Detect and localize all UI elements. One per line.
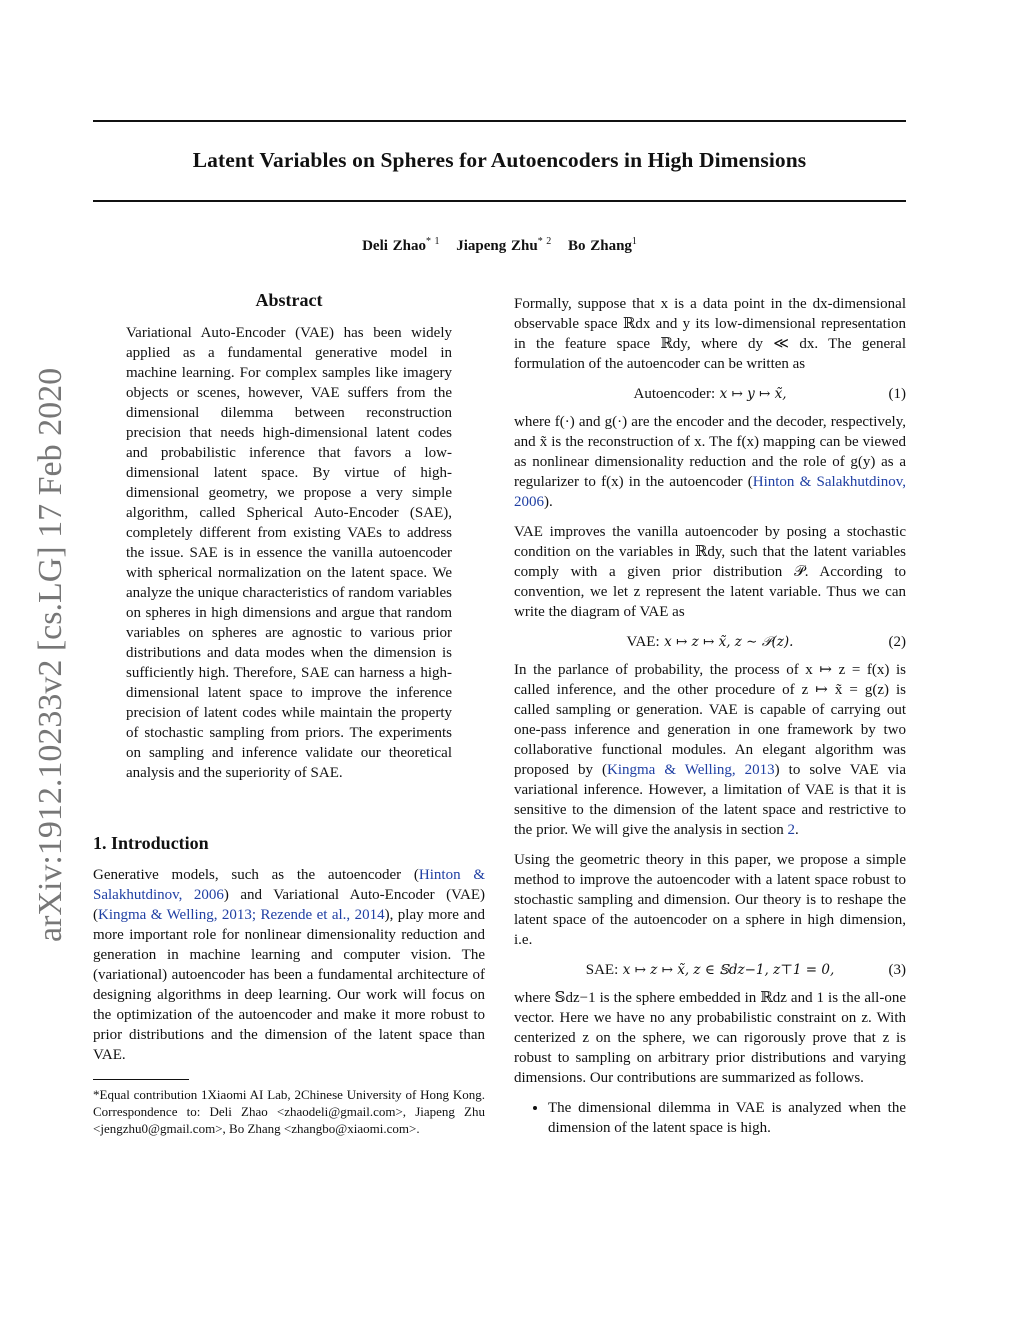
citation-link[interactable]: Hinton & Salakhutdinov, 2006 — [93, 867, 485, 903]
citation-link[interactable]: Kingma & Welling, 2013; Rezende et al., 2014 — [98, 907, 385, 923]
author-list — [93, 236, 906, 255]
arxiv-stamp: arXiv:1912.10233v2 [cs.LG] 17 Feb 2020 — [32, 367, 69, 942]
footnote-divider — [93, 1079, 189, 1080]
author: Jiapeng Zhu$^{* 2}$ — [456, 236, 552, 254]
paragraph: VAE improves the vanilla autoencoder by posing a stochastic condition on the variables in ℝdy, such that the latent variables comply with a given prior distribution 𝒫. According to convention, we let z represent the latent variable. Thus we can write the diagram of VAE as — [514, 524, 906, 620]
paragraph: where 𝕊dz−1 is the sphere embedded in ℝdz and 1 is the all-one vector. Here we have no any probabilistic constraint on z. With centerized z on the sphere, we can rigorously prove that z is robust to sampling on arbitrary prior distributions and varying dimensions. Our contributions are summarized as follows. — [514, 990, 906, 1086]
paragraph: Using the geometric theory in this paper, we propose a simple method to improve the autoencoder with a latent space robust to stochastic sampling and dimension. Our theory is to reshape the latent space of the autoencoder on a sphere in high dimension, i.e. — [514, 852, 906, 948]
right-column — [514, 294, 906, 1138]
equation-1: Autoencoder: x ↦ y ↦ x̃, (1) — [633, 386, 906, 402]
paper-title: Latent Variables on Spheres for Autoencoders in High Dimensions — [192, 148, 807, 172]
equation-3: SAE: x ↦ z ↦ x̃, z ∈ 𝕊dz−1, z⊤1 = 0, (3) — [585, 962, 906, 978]
footnote: *Equal contribution 1Xiaomi AI Lab, 2Chinese University of Hong Kong. Correspondence to: Deli Zhao <zhaodeli@gmail.com>, Jiapeng Zhu <jengzhu0@gmail.com>, Bo Zhang <zhangbo@xiaomi.com>. — [93, 1087, 485, 1136]
intro-paragraph: Generative models, such as the autoencoder (Hinton & Salakhutdinov, 2006) and Variational Auto-Encoder (VAE) (Kingma & Welling, 2013; Rezende et al., 2014), play more and more important role for nonlinear dimensionality reduction and generation in machine learning and computer vision. The (variational) autoencoder has been a fundamental architecture of designing algorithms in deep learning. Our work will focus on the optimization of the autoencoder and make it more robust to prior distributions and the dimension of the latent space than VAE. — [93, 867, 485, 1063]
abstract-heading: Abstract — [255, 290, 323, 310]
author: Deli Zhao$^{* 1}$ — [362, 236, 440, 254]
top-rule — [93, 120, 906, 122]
left-column — [93, 290, 485, 1137]
abstract-text: Variational Auto-Encoder (VAE) has been widely applied as a fundamental generative model in machine learning. For complex samples like imagery objects or scenes, however, VAE suffers from the dimensional dilemma between reconstruction precision that needs high-dimensional latent codes and probabilistic inference that favors a low-dimensional latent space. By virtue of high-dimensional geometry, we propose a very simple algorithm, called Spherical Auto-Encoder (SAE), completely different from existing VAEs to address the issue. SAE is in essence the vanilla autoencoder with spherical normalization on the latent space. We analyze the unique characteristics of random variables on spheres in high dimensions and argue that random variables on spheres are agnostic to various prior distributions and data modes when the dimension is sufficiently high. Therefore, SAE can harness a high-dimensional latent space to improve the inference precision of latent codes while maintain the property of stochastic sampling from priors. The experiments on sampling and inference validate our theoretical analysis and the superiority of SAE. — [126, 325, 452, 781]
equation-2: VAE: x ↦ z ↦ x̃, z ∼ 𝒫(z). (2) — [626, 634, 906, 650]
bottom-rule — [93, 200, 906, 202]
paragraph: where f(·) and g(·) are the encoder and the decoder, respectively, and x̃ is the reconstruction of x. The f(x) mapping can be viewed as nonlinear dimensionality reduction and the role of g(y) as a regularizer to f(x) in the autoencoder (Hinton & Salakhutdinov, 2006). — [514, 414, 906, 510]
paragraph: In the parlance of probability, the process of x ↦ z = f(x) is called inference, and the other procedure of z ↦ x̃ = g(z) is called sampling or generation. VAE is capable of carrying out one-pass inference and generation in one framework by two collaborative functional modules. An elegant algorithm was proposed by (Kingma & Welling, 2013) to solve VAE via variational inference. However, a limitation of VAE is that it is sensitive to the dimension of the latent space and restrictive to the prior. We will give the analysis in section 2. — [514, 662, 906, 838]
section-reference-link[interactable]: 2 — [787, 822, 795, 838]
section-heading-introduction: 1. Introduction — [93, 833, 209, 853]
list-item: • The dimensional dilemma in VAE is analyzed when the dimension of the latent space is high. — [548, 1098, 906, 1138]
contribution-list — [514, 1098, 906, 1138]
paragraph: Formally, suppose that x is a data point in the dx-dimensional observable space ℝdx and y its low-dimensional representation in the feature space ℝdy, where dy ≪ dx. The general formulation of the autoencoder can be written as — [514, 296, 906, 372]
citation-link[interactable]: Kingma & Welling, 2013 — [607, 762, 775, 778]
author: Bo Zhang$^1$ — [567, 236, 637, 254]
citation-link[interactable]: Hinton & Salakhutdinov, 2006 — [514, 474, 906, 510]
